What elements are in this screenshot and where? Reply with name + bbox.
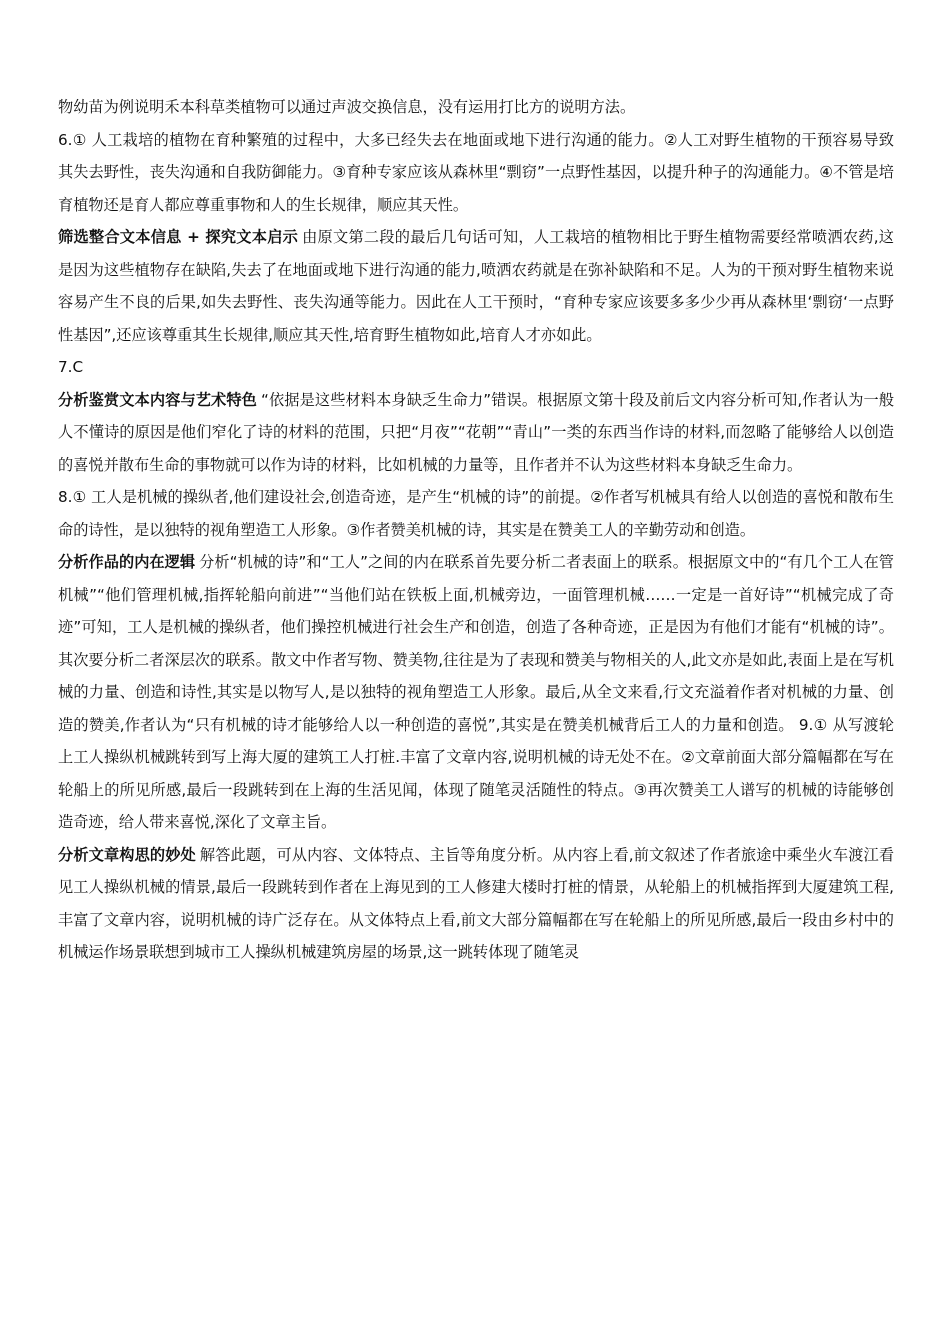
paragraph-text: 6.① 人工栽培的植物在育种繁殖的过程中，大多已经失去在地面或地下进行沟通的能力。②人工对野生植物的干预容易导致其失去野性，丧失沟通和自我防御能力。③育种专家应该从森林里“剽窃”一点野性基因，以提升种子的沟通能力。④不管是培育植物还是育人都应尊重事物和人的生长规律，顺应其天性。 xyxy=(58,130,894,214)
paragraph-text: “依据是这些材料本身缺乏生命力”错误。根据原文第十段及前后文内容分析可知,作者认为一般人不懂诗的原因是他们窄化了诗的材料的范围，只把“月夜”“花朝”“青山”一类的东西当作诗的材料,而忽略了能够给人以创造的喜悦并散布生命的事物就可以作为诗的材料，比如机械的力量等，且作者并不认为这些材料本身缺乏生命力。 xyxy=(58,390,895,474)
paragraph-text: 7.C xyxy=(58,358,84,376)
answer-7 xyxy=(58,351,894,384)
analysis-tag: 分析文章构思的妙处 xyxy=(58,845,196,864)
paragraph-text: 分析“机械的诗”和“工人”之间的内在联系首先要分析二者表面上的联系。根据原文中的“有几个工人在管机械”“他们管理机械,指挥轮船向前进”“当他们站在铁板上面,机械旁边，一面管理机械……一定是一首好诗”“机械完成了奇迹”可知，工人是机械的操纵者，他们操控机械进行社会生产和创造，创造了各种奇迹，正是因为有他们才能有“机械的诗”。其次要分析二者深层次的联系。散文中作者写物、赞美物,往往是为了表现和赞美与物相关的人,此文亦是如此,表面上是在写机械的力量、创造和诗性,其实是以物写人,是以独特的视角塑造工人形象。最后,从全文来看,行文充溢着作者对机械的力量、创造的赞美,作者认为“只有机械的诗才能够给人以一种创造的喜悦”,其实是在赞美机械背后工人的力量和创造。 9.① 从写渡轮上工人操纵机械跳转到写上海大厦的建筑工人打桩.丰富了文章内容,说明机械的诗无处不在。②文章前面大部分篇幅都在写在轮船上的所见所感,最后一段跳转到在上海的生活见闻，体现了随笔灵活随性的特点。③再次赞美工人谱写的机械的诗能够创造奇迹，给人带来喜悦,深化了文章主旨。 xyxy=(58,553,894,831)
analysis-tag: 分析鉴赏文本内容与艺术特色 xyxy=(58,390,257,409)
paragraph-text: 由原文第二段的最后几句话可知，人工栽培的植物相比于野生植物需要经常喷洒农药,这是因为这些植物存在缺陷,失去了在地面或地下进行沟通的能力,喷洒农药就是在弥补缺陷和不足。人为的干预对野生植物来说容易产生不良的后果,如失去野性、丧失沟通等能力。因此在人工干预时，“育种专家应该要多多少少再从森林里‘剽窃‘一点野性基因”,还应该尊重其生长规律,顺应其天性,培育野生植物如此,培育人才亦如此。 xyxy=(58,228,894,344)
document-page xyxy=(58,91,894,969)
analysis-8 xyxy=(58,546,894,839)
analysis-9 xyxy=(58,839,894,969)
analysis-tag: 筛选整合文本信息 + 探究文本启示 xyxy=(58,228,299,246)
analysis-tag: 分析作品的内在逻辑 xyxy=(58,553,196,571)
answer-6 xyxy=(58,124,894,222)
analysis-7 xyxy=(58,384,894,482)
paragraph-continuation xyxy=(58,91,894,124)
analysis-6 xyxy=(58,221,894,351)
paragraph-text: 8.① 工人是机械的操纵者,他们建设社会,创造奇迹，是产生“机械的诗”的前提。②作者写机械具有给人以创造的喜悦和散布生命的诗性，是以独特的视角塑造工人形象。③作者赞美机械的诗，其实是在赞美工人的辛勤劳动和创造。 xyxy=(58,488,894,539)
answer-8 xyxy=(58,481,894,546)
paragraph-text: 解答此题，可从内容、文体特点、主旨等角度分析。从内容上看,前文叙述了作者旅途中乘坐火车渡江看见工人操纵机械的情景,最后一段跳转到作者在上海见到的工人修建大楼时打桩的情景，从轮船上的机械指挥到大厦建筑工程,丰富了文章内容，说明机械的诗广泛存在。从文体特点上看,前文大部分篇幅都在写在轮船上的所见所感,最后一段由乡村中的机械运作场景联想到城市工人操纵机械建筑房屋的场景,这一跳转体现了随笔灵 xyxy=(58,845,895,961)
paragraph-text: 物幼苗为例说明禾本科草类植物可以通过声波交换信息，没有运用打比方的说明方法。 xyxy=(58,98,636,116)
